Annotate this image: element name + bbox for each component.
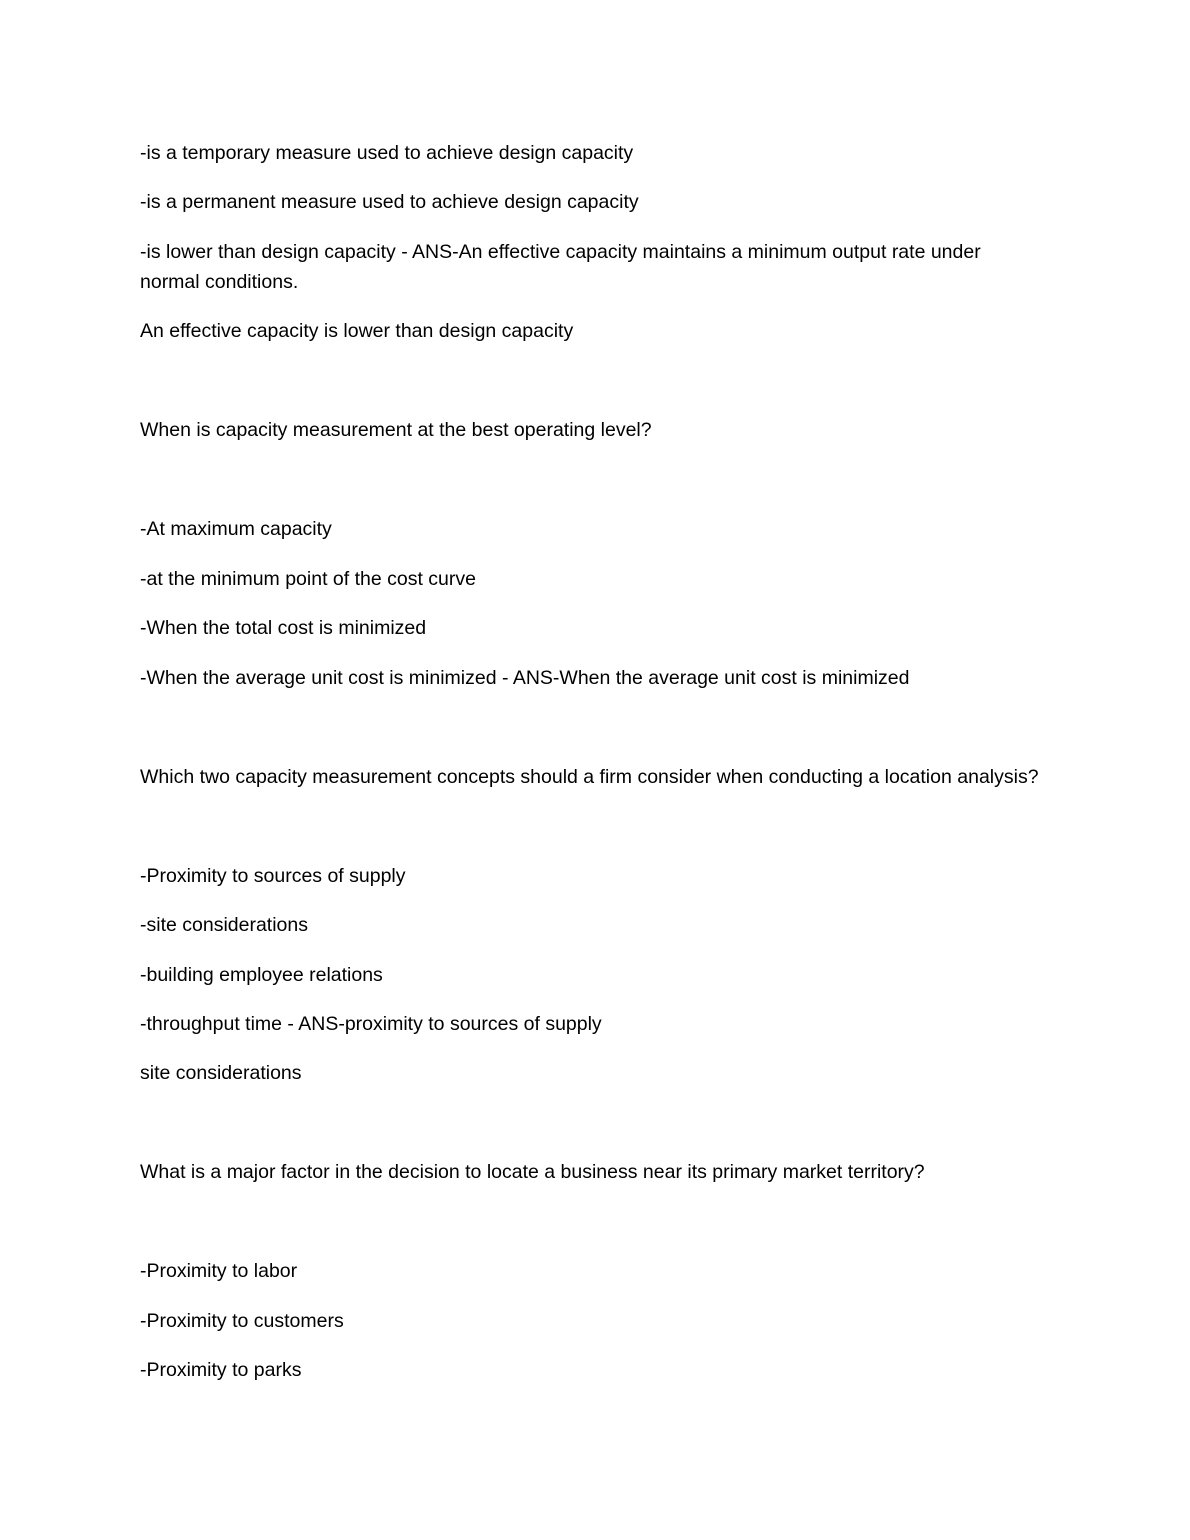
answer-option: -building employee relations [140, 964, 383, 986]
answer-option: -Proximity to labor [140, 1260, 298, 1282]
answer-option: -is a temporary measure used to achieve design capacity [140, 142, 634, 164]
question: Which two capacity measurement concepts should a firm consider when conducting a location analysis? [140, 766, 1039, 788]
answer-option-with-answer: -When the average unit cost is minimized - ANS-When the average unit cost is minimized [140, 667, 910, 689]
answer-option: -At maximum capacity [140, 518, 332, 540]
answer-continuation: site considerations [140, 1062, 302, 1084]
answer-option-with-answer: -throughput time - ANS-proximity to sources of supply [140, 1013, 602, 1035]
answer-option: -Proximity to customers [140, 1310, 344, 1332]
answer-option: -site considerations [140, 914, 308, 936]
answer-option: -at the minimum point of the cost curve [140, 568, 476, 590]
question: When is capacity measurement at the best operating level? [140, 419, 652, 441]
answer-option: -Proximity to sources of supply [140, 865, 406, 887]
answer-option: -is a permanent measure used to achieve design capacity [140, 191, 639, 213]
answer-option: -When the total cost is minimized [140, 617, 427, 639]
answer-option: -Proximity to parks [140, 1359, 302, 1381]
answer-continuation: An effective capacity is lower than design capacity [140, 320, 574, 342]
question: What is a major factor in the decision to locate a business near its primary market territory? [140, 1161, 925, 1183]
answer-option-with-answer: -is lower than design capacity - ANS-An effective capacity maintains a minimum output rate under normal conditions. [140, 241, 981, 293]
